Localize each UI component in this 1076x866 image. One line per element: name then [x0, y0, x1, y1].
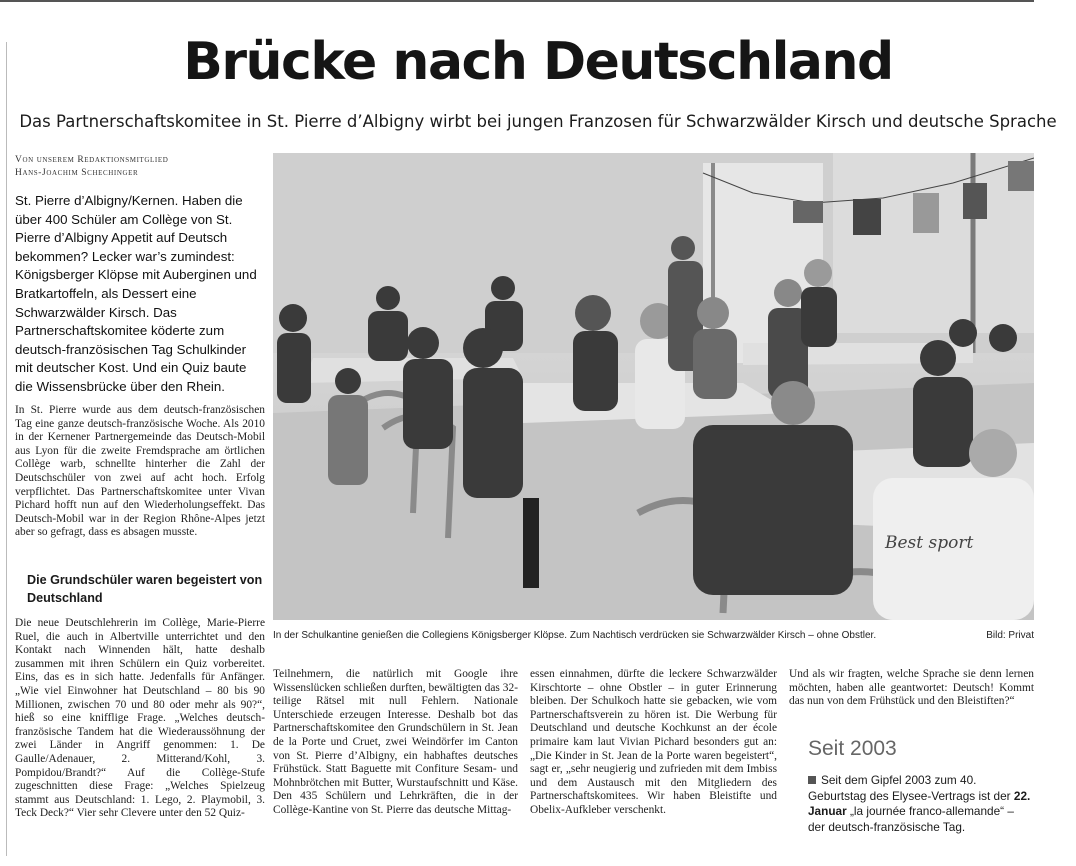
body-column-4: Und als wir fragten, welche Sprache sie denn lernen möchten, haben alle geantwortet: Deutsch! Kommt das nun von dem Frühstück und den Bleistiften?“ [789, 668, 1034, 708]
lead-paragraph: St. Pierre d’Albigny/Kernen. Haben die über 400 Schüler am Collège von St. Pierre d’Albigny Appetit auf Deutsch bekommen? Lecker war’s zumindest: Königsberger Klöpse mit Auberginen und Bratkartoffeln, als Dessert eine Schwarzwälder Kirsch. Das Partnerschaftskomitee köderte zum deutsch-französischen Tag Schulkinder mit deutscher Kost. Und ein Quiz baute die Wissensbrücke über den Rhein. [15, 193, 257, 394]
left-column-rule [6, 42, 7, 856]
photo-credit: Bild: Privat [986, 630, 1034, 641]
byline-role: Von unserem Redaktionsmitglied [15, 155, 169, 165]
infobox-text-part-2: „la journée franco-allemande“ – der deutsch-französische Tag. [808, 804, 1014, 834]
infobox-text-part-1: Seit dem Gipfel 2003 zum 40. Geburtstag des Elysee-Vertrags ist der [808, 773, 1011, 803]
byline [15, 154, 265, 180]
shirt-print-text: Best sport [885, 533, 974, 553]
section-subheading: Die Grundschüler waren begeistert von Deutschland [27, 573, 263, 605]
canteen-photo [273, 153, 1034, 620]
canteen-photo-drawing [273, 153, 1034, 620]
infobox-date: 22. Januar [808, 788, 1031, 818]
body-paragraph-1: In St. Pierre wurde aus dem deutsch-französischen Tag eine ganze deutsch-französische Woche. Als 2010 in der Kernener Partnergemeinde das Deutsch-Mobil aus Lyon für die zweite Fremdsprache am örtlichen Collège warb, schnellte hinterher die Zahl der Deutschschüler von zwei auf acht hoch. Erfolg verpflichtet. Das Partnerschaftskomitee unter Vivan Pichard hofft nun auf den Wiederholungseffekt. Das Deutsch-Mobil war in der Region Rhône-Alpes jetzt aber so gefragt, dass es absagen musste. [15, 404, 265, 539]
body-paragraph-2: Die neue Deutschlehrerin im Collège, Marie-Pierre Ruel, die auch in Albertville unterrichtet und den Kontakt nach Winnenden hält, hatte deshalb zusammen mit ihren Schülern ein Quiz vorbereitet. Eins, das es in sich hatte. Jedenfalls für Anfänger. „Wie viel Einwohner hat Deutschland – 80 bis 90 Millionen, zwischen 70 und 80 oder mehr als 90?“, hieß so eine knifflige Frage. „Welches deutsch-französische Tandem hat die Wiederaussöhnung der zwei Länder in Angriff genommen: 1. De Gaulle/Adenauer, 2. Mitterand/Kohl, 3. Pompidou/Brandt?“ Auf die Collège-Stufe zugeschnitten diese Frage: „Welches Spielzeug stammt aus Deutschland: 1. Lego, 2. Playmobil, 3. Teck Deck?“ Vier sehr Clevere unter den 52 Quiz- [15, 617, 265, 820]
byline-author: Hans-Joachim Schechinger [15, 168, 139, 178]
body-column-3: essen einnahmen, dürfte die leckere Schwarzwälder Kirschtorte – ohne Obstler – in guter Erinnerung bleiben. Der Schulkoch hatte sie gebacken, wie vom Partnerschaftsverein zu hören ist. Die Werbung für Deutschland und deutsche Kochkunst an der école primaire kam laut Vivian Pichard besonders gut an: „Die Kinder in St. Jean de la Porte waren begeistert“, sagt er, „sehr neugierig und zufrieden mit dem Imbiss und dem Austausch mit den Mitgliedern des Partnerschaftskomitees. Wir haben Bleistifte und Obelix-Aufkleber verschenkt. [530, 668, 777, 816]
photo-caption: In der Schulkantine genießen die Collegiens Königsberger Klöpse. Zum Nachtisch verdrücken sie Schwarzwälder Kirsch – ohne Obstler. [273, 630, 877, 641]
infobox-title: Seit 2003 [808, 737, 897, 760]
body-column-2: Teilnehmern, die natürlich mit Google ihre Wissenslücken schließen durften, bewältigten das 32-teilige Rätsel mit null Fehlern. Nationale Unterschiede erzeugen Interesse. Deshalb bot das Partnerschaftskomitee den Grundschülern in St. Jean de la Porte und Cruet, zwei Weindörfer im Canton von St. Pierre d’Albigny, ein habhaftes deutsches Frühstück. Statt Baguette mit Confiture Sesam- und Mohnbrötchen mit Butter, Wurstaufschnitt und Käse. Den 435 Schülern und Lehrkräften, die in der Collège-Kantine von St. Pierre das deutsche Mittag- [273, 668, 518, 816]
infobox-text [808, 773, 1034, 835]
headline: Brücke nach Deutschland [183, 32, 893, 92]
bullet-square-icon [808, 776, 816, 784]
top-rule [0, 0, 1034, 2]
subheadline: Das Partnerschaftskomitee in St. Pierre d’Albigny wirbt bei jungen Franzosen für Schwarzwälder Kirsch und deutsche Sprache [19, 112, 1057, 131]
